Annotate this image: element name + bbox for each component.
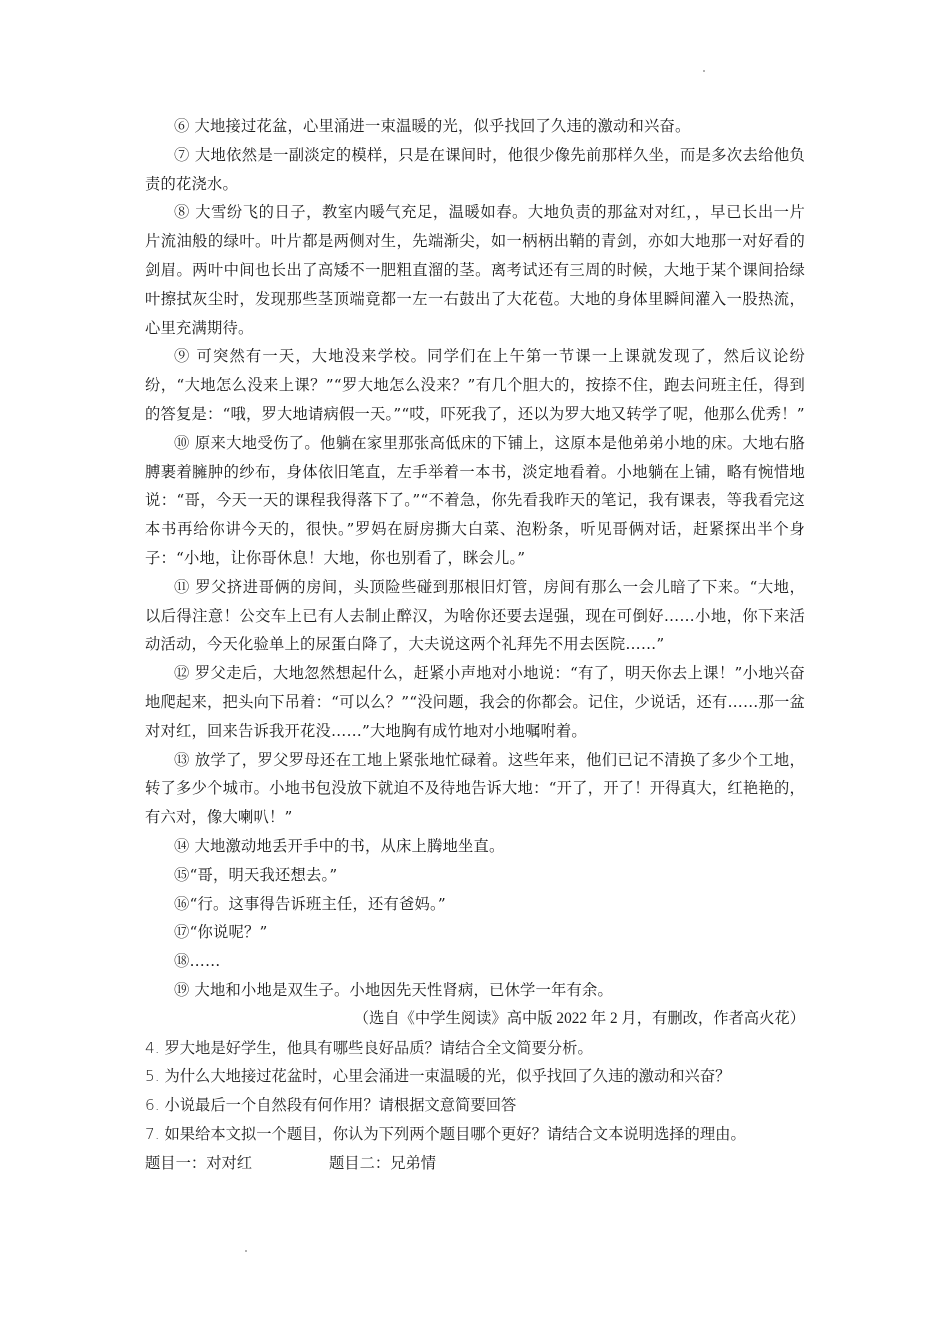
question-5: 5. 为什么大地接过花盆时，心里会涌进一束温暖的光，似乎找回了久违的激动和兴奋？: [145, 1067, 731, 1086]
question-6: 6. 小说最后一个自然段有何作用？请根据文意简要回答: [145, 1096, 517, 1115]
title-option-1: 题目一：对对红: [145, 1153, 253, 1172]
question-7: 7. 如果给本文拟一个题目，你认为下列两个题目哪个更好？请结合文本说明选择的理由。: [145, 1124, 746, 1143]
paragraph-18: ⑱……: [174, 952, 221, 971]
title-options: [145, 1149, 805, 1178]
paragraph-17: ⑰“你说呢？”: [174, 923, 268, 942]
paragraph-8: ⑧ 大雪纷飞的日子，教室内暖气充足，温暖如春。大地负责的那盆对对红，，早已长出一片片流油般的绿叶。叶片都是两侧对生，先端渐尖，如一柄柄出鞘的青剑，亦如大地那一对好看的剑眉。两叶中间也长出了高矮不一肥粗直溜的茎。离考试还有三周的时候，大地于某个课间拾绿叶擦拭灰尘时，发现那些茎顶端竟都一左一右鼓出了大花苞。大地的身体里瞬间灌入一股热流，心里充满期待。: [145, 203, 805, 337]
page-speck: [703, 70, 705, 72]
paragraph-13: ⑬ 放学了，罗父罗母还在工地上紧张地忙碌着。这些年来，他们已记不清换了多少个工地，转了多少个城市。小地书包没放下就迫不及待地告诉大地：“开了，开了！开得真大，红艳艳的，有六对，像大喇叭！”: [145, 750, 805, 827]
paragraph-14: ⑭ 大地激动地丢开手中的书，从床上腾地坐直。: [174, 836, 505, 855]
paragraph-6: ⑥ 大地接过花盆，心里涌进一束温暖的光，似乎找回了久违的激动和兴奋。: [174, 117, 691, 135]
paragraph-7: ⑦ 大地依然是一副淡定的模样，只是在课间时，他很少像先前那样久坐，而是多次去给他负责的花浇水。: [145, 145, 805, 193]
question-4: 4. 罗大地是好学生，他具有哪些良好品质？请结合全文简要分析。: [145, 1038, 593, 1057]
paragraph-9: ⑨ 可突然有一天，大地没来学校。同学们在上午第一节课一上课就发现了，然后议论纷纷，“大地怎么没来上课？”“罗大地怎么没来？”有几个胆大的，按捺不住，跑去问班主任，得到的答复是：“哦，罗大地请病假一天。”“哎，吓死我了，还以为罗大地又转学了呢，他那么优秀！”: [145, 347, 805, 423]
paragraph-16: ⑯“行。这事得告诉班主任，还有爸妈。”: [174, 894, 446, 913]
reading-passage: [145, 112, 805, 1177]
page-speck: [245, 1250, 247, 1252]
paragraph-11: ⑪ 罗父挤进哥俩的房间，头顶险些碰到那根旧灯管，房间有那么一会儿暗了下来。“大地，以后得注意！公交车上已有人去制止醉汉，为啥你还要去逞强，现在可倒好……小地，你下来活动活动，今天化验单上的尿蛋白降了，大夫说这两个礼拜先不用去医院……”: [145, 577, 805, 654]
paragraph-19: ⑲ 大地和小地是双生子。小地因先天性肾病，已休学一年有余。: [174, 980, 613, 999]
paragraph-12: ⑫ 罗父走后，大地忽然想起什么，赶紧小声地对小地说：“有了，明天你去上课！”小地兴奋地爬起来，把头向下吊着：“可以么？”“没问题，我会的你都会。记住，少说话，还有……那一盆对对红，回来告诉我开花没……”大地胸有成竹地对小地嘱咐着。: [145, 664, 805, 740]
paragraph-15: ⑮“哥，明天我还想去。”: [174, 865, 338, 884]
title-option-2: 题目二：兄弟情: [329, 1153, 437, 1172]
paragraph-10: ⑩ 原来大地受伤了。他躺在家里那张高低床的下铺上，这原本是他弟弟小地的床。大地右胳膊裹着臃肿的纱布，身体依旧笔直，左手举着一本书，淡定地看着。小地躺在上铺，略有惋惜地说：“哥，今天一天的课程我得落下了。”“不着急，你先看我昨天的笔记，我有课表，等我看完这本书再给你讲今天的，很快。”罗妈在厨房撕大白菜、泡粉条，听见哥俩对话，赶紧探出半个身子：“小地，让你哥休息！大地，你也别看了，眯会儿。”: [145, 433, 805, 567]
question-list: [145, 1034, 805, 1149]
source-citation: （选自《中学生阅读》高中版 2022 年 2 月，有删改，作者高火花）: [353, 1009, 805, 1027]
